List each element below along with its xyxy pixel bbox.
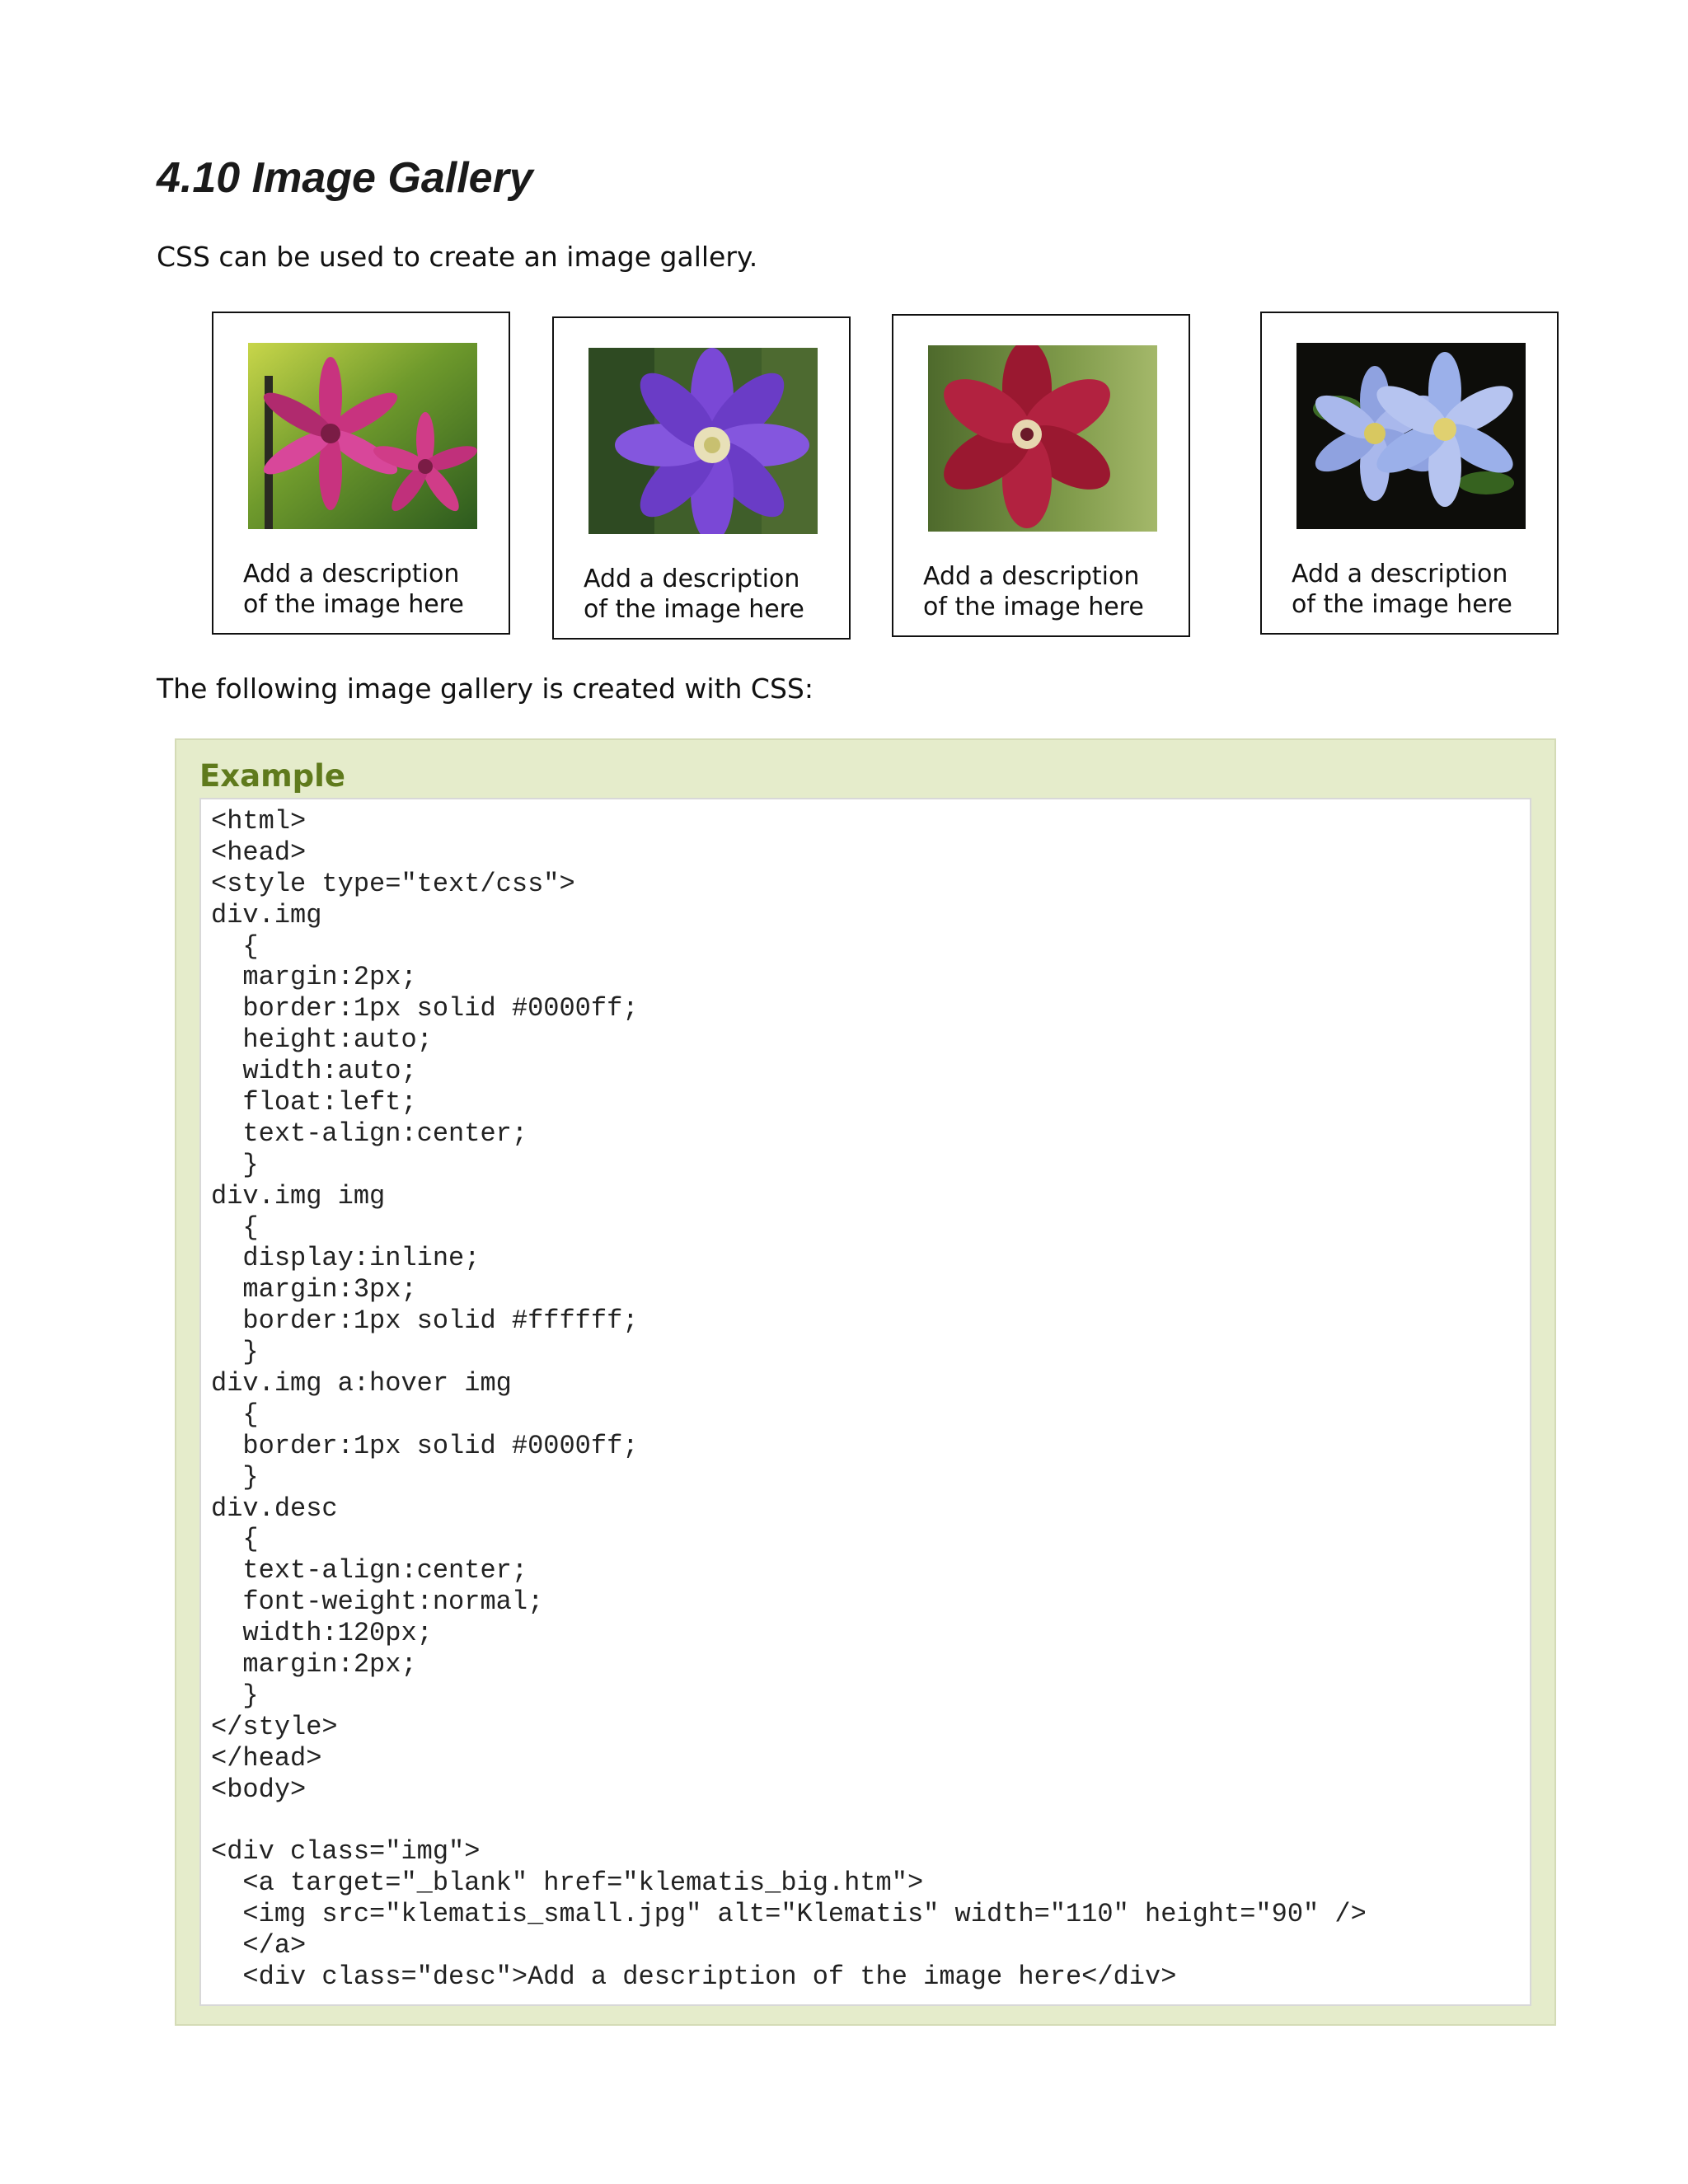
code-line: div.desc bbox=[211, 1493, 338, 1524]
code-line: </a> bbox=[211, 1930, 307, 1961]
gallery-image-2[interactable] bbox=[588, 348, 818, 534]
code-line: div.img img bbox=[211, 1180, 386, 1212]
example-box bbox=[175, 738, 1556, 2026]
code-line: border:1px solid #0000ff; bbox=[211, 993, 639, 1024]
code-line: </head> bbox=[211, 1742, 322, 1774]
gallery-desc-2: Add a description of the image here bbox=[584, 565, 804, 624]
code-line: } bbox=[211, 1149, 259, 1180]
code-line: width:120px; bbox=[211, 1618, 433, 1649]
code-line: width:auto; bbox=[211, 1056, 417, 1087]
code-line: <style type="text/css"> bbox=[211, 868, 575, 899]
code-line: <div class="desc">Add a description of the image here</div> bbox=[211, 1961, 1177, 1992]
code-line: { bbox=[211, 1524, 259, 1555]
code-line: margin:2px; bbox=[211, 962, 417, 993]
code-line: text-align:center; bbox=[211, 1118, 528, 1149]
code-line: font-weight:normal; bbox=[211, 1586, 544, 1618]
gallery-card-2 bbox=[552, 316, 851, 640]
code-line: { bbox=[211, 1399, 259, 1430]
code-line: border:1px solid #0000ff; bbox=[211, 1430, 639, 1461]
gallery-image-1[interactable] bbox=[248, 343, 477, 529]
gallery-card-4 bbox=[1260, 312, 1559, 635]
code-line: border:1px solid #ffffff; bbox=[211, 1305, 639, 1337]
code-line: text-align:center; bbox=[211, 1555, 528, 1586]
code-line bbox=[211, 1806, 1530, 1837]
code-line: <a target="_blank" href="klematis_big.htm"> bbox=[211, 1868, 924, 1899]
page-title: 4.10 Image Gallery bbox=[157, 154, 533, 202]
example-intro: The following image gallery is created with CSS: bbox=[157, 673, 814, 705]
example-label: Example bbox=[199, 758, 345, 794]
code-line: height:auto; bbox=[211, 1024, 433, 1056]
gallery-image-4[interactable] bbox=[1296, 343, 1526, 529]
code-line: float:left; bbox=[211, 1087, 417, 1118]
intro-text: CSS can be used to create an image gallery. bbox=[157, 241, 758, 273]
code-block[interactable] bbox=[199, 798, 1531, 2006]
code-line: display:inline; bbox=[211, 1243, 481, 1274]
code-line: <body> bbox=[211, 1774, 307, 1805]
gallery-desc-4: Add a description of the image here bbox=[1292, 560, 1512, 619]
code-line: div.img a:hover img bbox=[211, 1368, 512, 1399]
code-line: margin:3px; bbox=[211, 1274, 417, 1305]
code-line: <img src="klematis_small.jpg" alt="Klematis" width="110" height="90" /> bbox=[211, 1899, 1367, 1930]
code-line: <head> bbox=[211, 837, 307, 868]
code-line: <div class="img"> bbox=[211, 1836, 481, 1868]
code-line: } bbox=[211, 1461, 259, 1493]
code-line: div.img bbox=[211, 899, 322, 930]
gallery-image-3[interactable] bbox=[928, 345, 1157, 532]
gallery-card-1 bbox=[212, 312, 510, 635]
code-line: <html> bbox=[211, 806, 307, 837]
gallery-desc-1: Add a description of the image here bbox=[243, 560, 464, 619]
code-line: margin:2px; bbox=[211, 1649, 417, 1680]
gallery-desc-3: Add a description of the image here bbox=[923, 562, 1144, 621]
code-line: </style> bbox=[211, 1711, 338, 1742]
code-line: } bbox=[211, 1680, 259, 1711]
code-line: } bbox=[211, 1337, 259, 1368]
gallery-card-3 bbox=[892, 314, 1190, 637]
code-line: { bbox=[211, 1212, 259, 1243]
code-line: { bbox=[211, 930, 259, 962]
